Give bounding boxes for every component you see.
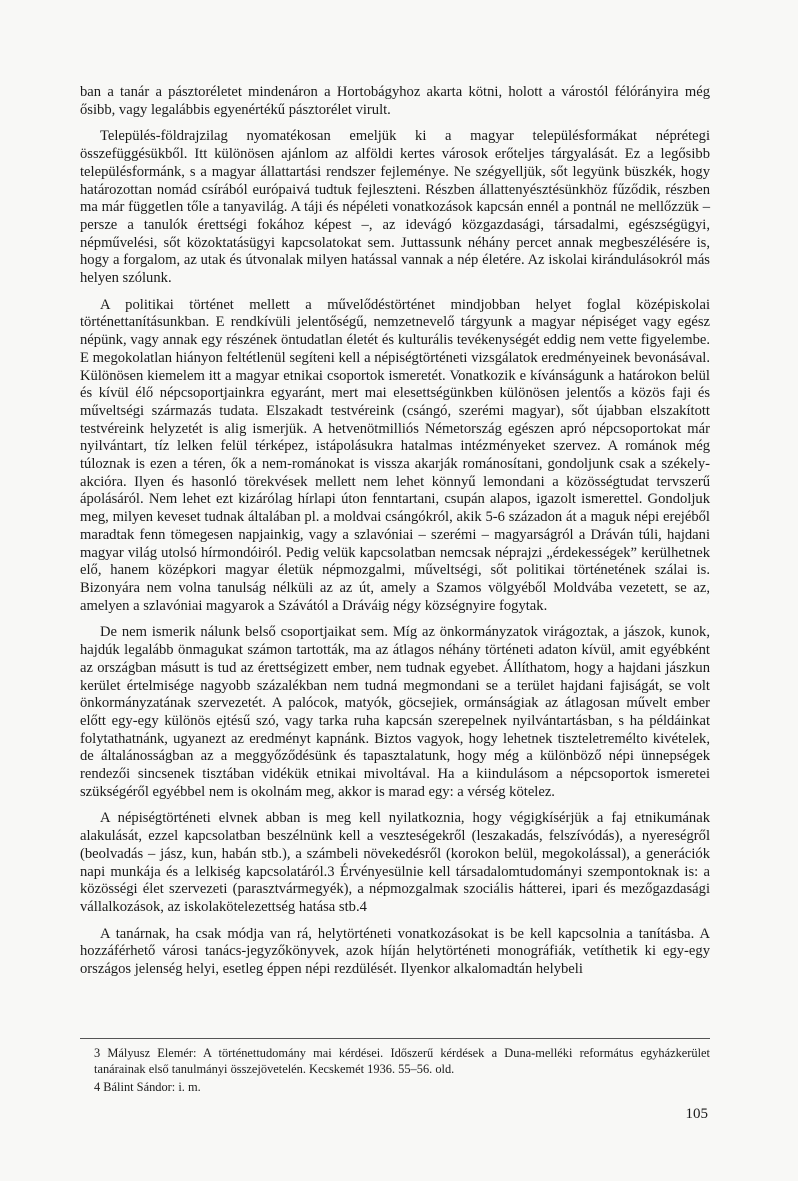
paragraph-1: ban a tanár a pásztoréletet mindenáron a Hortobágyhoz akarta kötni, holott a várostól félórányira még ősibb, vagy legalábbis egyenértékű pásztorélet virult.: [80, 84, 710, 118]
footnotes: [80, 1038, 710, 1097]
paragraph-3: A politikai történet mellett a művelődéstörténet mindjobban helyet foglal középiskolai történettanításunkban. E rendkívüli jelentőségű, nemzetnevelő tárgyunk a magyar népiséget vagy egész népünk, vagy annak egy részének öntudatlan életét és kulturális tevékenységét eddig nem vette figyelembe. E megokolatlan hiányon feltétlenül segíteni kell a népiségtörténeti vizsgálatok eredményeinek bevonásával. Különösen kiemelem itt a magyar etnikai csoportok ismeretét. Vonatkozik e kívánságunk a határokon belül és kívül élő népcsoportjainkra egyaránt, mert mai elesettségünkben különösen jelentős a közös faji és műveltségi származás tudata. Elszakadt testvéreink (csángó, szerémi magyar), sőt újabban elszakított testvéreink helyzetét is alig ismerjük. A hetvenötmilliós Németország egészen apró népcsoportokat már nyilvántart, tíz lelken felül térképez, istápolásukra hatalmas intézményeket szervez. A románok még túloznak is ezen a téren, ők a nem-románokat is vissza akarják románosítani, gondoljunk csak a székely-akcióra. Ilyen és hasonló törekvések mellett nem lehet könnyű lemondani a közösségtudat tervszerű ápolásáról. Nem lehet ezt kizárólag hírlapi úton fenntartani, csupán alapos, igazolt ismerettel. Gondoljuk meg, milyen keveset tudnak általában pl. a moldvai csángókról, akik 5-6 századon át a maguk népi erejéből maradtak fenn tömegesen napjainkig, vagy a szlavóniai – szerémi – magyarságról a Dráván túli, hajdani magyar világ utolsó hírmondóiról. Pedig velük kapcsolatban nemcsak néprajzi „érdekességek” kerülhetnek elő, hanem középkori magyar életük népmozgalmi, műveltségi, sőt politikai történetének szálai is. Bizonyára nem volna tanulság nélküli az az út, amely a Szamos völgyéből Moldvába vezetett, se az, amelyen a szlavóniai magyarok a Szávától a Dráváig négy községnyire fogytak.: [80, 296, 710, 614]
paragraph-2: Település-földrajzilag nyomatékosan emeljük ki a magyar településformákat néprétegi összefüggésükből. Itt különösen ajánlom az alföldi kertes városok erőteljes tárgyalását. Ez a legősibb településformánk, s a magyar állattartási rendszer fejleménye. Ne szégyelljük, sőt legyünk büszkék, hogy határozottan nomád csírából európaivá tudtuk fejleszteni. Részben állattenyésztésünkhöz fűződik, részben ma már független tőle a tanyavilág. A táji és népéleti vonatkozások kapcsán ennél a pontnál ne mellőzzük – persze a tanulók érettségi fokához képest –, az idevágó közgazdasági, társadalmi, egészségügyi, népművelési, sőt közoktatásügyi kapcsolatokat sem. Juttassunk néhány percet annak megbeszélésére is, hogy a forgalom, az utak és útvonalak milyen hatással vannak a nép életére. Az iskolai kirándulásokról más helyen szólunk.: [80, 128, 710, 287]
paragraph-6: A tanárnak, ha csak módja van rá, helytörténeti vonatkozásokat is be kell kapcsolnia a tanításba. A hozzáférhető városi tanács-jegyzőkönyvek, azok híján helytörténeti monográfiák, vetíthetik ki egy-egy országos jelenség helyi, esetleg éppen népi rezdülését. Ilyenkor alkalomadtán helybeli: [80, 925, 710, 978]
footnote-4: 4 Bálint Sándor: i. m.: [94, 1080, 201, 1094]
footnote-3: 3 Mályusz Elemér: A történettudomány mai kérdései. Időszerű kérdések a Duna-melléki református egyházkerület tanárainak első tanulmányi összejövetelén. Kecskemét 1936. 55–56. old.: [94, 1046, 710, 1076]
body-text: [80, 84, 710, 988]
paragraph-5: A népiségtörténeti elvnek abban is meg kell nyilatkoznia, hogy végigkísérjük a faj etnikumának alakulását, ezzel kapcsolatban beszélnünk kell a veszteségekről (leszakadás, felszívódás), a nyereségről (beolvadás – jász, kun, habán stb.), a számbeli növekedésről (korokon belül, megokolással), a generációk napi munkája és a lelkiség kapcsolatáról.3 Érvényesülnie kell társadalomtudományi szempontoknak is: a közösségi élet szervezeti (parasztvármegyék), a népmozgalmak szociális hátterei, ipari és mezőgazdasági vállalkozások, az iskolakötelezettség hatása stb.4: [80, 810, 710, 915]
page-number: 105: [685, 1106, 708, 1122]
paragraph-4: De nem ismerik nálunk belső csoportjaikat sem. Míg az önkormányzatok virágoztak, a jászok, kunok, hajdúk legalább önmagukat számon tartották, ma az átlagos néhány történeti adaton kívül, amit egyébként az országban másutt is tud az érettségizett ember, nem tudnak egyebet. Állíthatom, hogy a hajdani jászkun kerület értelmisége nagyobb százalékban nem tudná megmondani se a terület hajdani fajiságát, se volt önkormányzatának szervezetét. A palócok, matyók, göcsejiek, ormánságiak az átlagosan művelt ember előtt egy-egy különös ejtésű szó, vagy tarka ruha kapcsán szerepelnek nyilvántartásban, s ha példáinkat folytathatnánk, ugyanezt az eredményt kapnánk. Biztos vagyok, hogy lehetnek tiszteletremélto kivételek, de általánosságban az a meggyőződésünk és tapasztalatunk, hogy még a különböző népi ünnepségek rendezői sincsenek tisztában vidékük etnikai mivoltával. Ha a kiindulásom a népcsoportok ismeretei szükségéről egyébbel nem is okolnám meg, akkor is marad egy: a vérség kötelez.: [80, 624, 710, 800]
